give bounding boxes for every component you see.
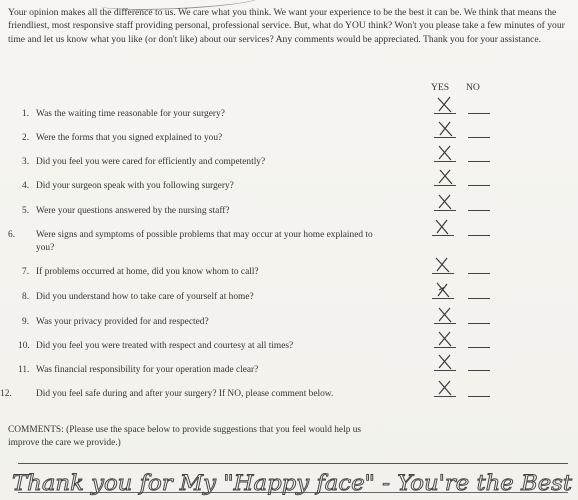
intro-text: Your opinion makes all the difference to us. We care what you think. We want your experience to be the best it can be. We think that means the friendliest, most responsive staff providing personal, professional service. But, what do YOU think? Won't you please take a few minutes of your time and let us know what you like (or don't like) about our services? Any comments would be appreciated. Thank you for your assistance. (8, 7, 565, 45)
question-number: 9. (22, 317, 30, 327)
q2-yes-checkbox[interactable] (434, 124, 456, 138)
question-text: Did you feel you were treated with respect and courtesy at all times? (36, 341, 294, 351)
question-4 (22, 180, 422, 193)
question-number: 11. (18, 365, 30, 375)
question-text: Was your privacy provided for and respected? (36, 317, 209, 327)
question-text: Did you feel you were cared for efficiently and competently? (36, 157, 266, 167)
q3-no-checkbox[interactable] (468, 148, 490, 162)
q11-no-checkbox[interactable] (468, 357, 490, 371)
question-2 (22, 132, 422, 145)
question-text: Did your surgeon speak with you following surgery? (36, 181, 234, 191)
q12-yes-checkbox[interactable] (434, 383, 456, 397)
question-9 (22, 316, 422, 329)
q10-yes-checkbox[interactable] (434, 334, 456, 348)
q10-no-checkbox[interactable] (468, 334, 490, 348)
q3-yes-checkbox[interactable] (434, 148, 456, 162)
question-8 (22, 291, 422, 304)
q5-no-checkbox[interactable] (468, 197, 490, 211)
no-column-header: NO (466, 82, 480, 93)
q9-no-checkbox[interactable] (468, 310, 490, 324)
q4-yes-checkbox[interactable] (434, 172, 456, 186)
q4-no-checkbox[interactable] (468, 172, 490, 186)
q8-yes-checkbox[interactable] (432, 285, 454, 299)
yes-column-header: YES (431, 82, 450, 93)
q6-yes-checkbox[interactable] (432, 222, 454, 236)
q1-no-checkbox[interactable] (468, 100, 490, 114)
question-6 (8, 229, 376, 255)
question-10 (18, 340, 418, 353)
question-text: Were the forms that you signed explained to you? (36, 133, 223, 143)
question-11 (18, 364, 418, 377)
question-number: 2. (22, 133, 30, 143)
question-text: If problems occurred at home, did you know whom to call? (36, 267, 259, 277)
intro-paragraph (8, 6, 568, 46)
q1-yes-checkbox[interactable] (434, 100, 456, 114)
question-number: 3. (22, 157, 30, 167)
q8-no-checkbox[interactable] (468, 285, 490, 299)
question-text: Were your questions answered by the nursing staff? (36, 206, 230, 216)
question-number: 1. (22, 109, 30, 119)
question-text: Did you feel safe during and after your surgery? If NO, please comment below. (36, 389, 334, 399)
q12-no-checkbox[interactable] (468, 383, 490, 397)
handwritten-comment-text: Thank you for My "Happy face" - You're the Best (12, 471, 573, 495)
q7-no-checkbox[interactable] (468, 260, 490, 274)
q2-no-checkbox[interactable] (468, 124, 490, 138)
question-12 (0, 388, 386, 401)
q6-no-checkbox[interactable] (468, 222, 490, 236)
question-1 (22, 108, 422, 121)
comment-line (18, 463, 568, 464)
q9-yes-checkbox[interactable] (434, 310, 456, 324)
q5-yes-checkbox[interactable] (434, 197, 456, 211)
question-5 (22, 205, 422, 218)
question-number: 6. (8, 230, 16, 240)
question-number: 5. (22, 206, 30, 216)
comments-prompt: COMMENTS: (Please use the space below to provide suggestions that you feel would help us improve the care we provide.) (8, 425, 362, 448)
question-text: Was the waiting time reasonable for your surgery? (36, 109, 225, 119)
question-7 (22, 266, 422, 279)
question-number: 4. (22, 181, 30, 191)
question-number: 12. (0, 389, 12, 399)
question-text: Were signs and symptoms of possible problems that may occur at your home explained to you? (36, 230, 373, 253)
question-3 (22, 156, 422, 169)
question-text: Was financial responsibility for your operation made clear? (36, 365, 259, 375)
handwritten-comment[interactable] (6, 466, 578, 500)
question-number: 10. (18, 341, 30, 351)
question-number: 7. (22, 267, 30, 277)
q11-yes-checkbox[interactable] (434, 357, 456, 371)
question-text: Did you understand how to take care of yourself at home? (36, 292, 254, 302)
q7-yes-checkbox[interactable] (432, 260, 454, 274)
question-number: 8. (22, 292, 30, 302)
